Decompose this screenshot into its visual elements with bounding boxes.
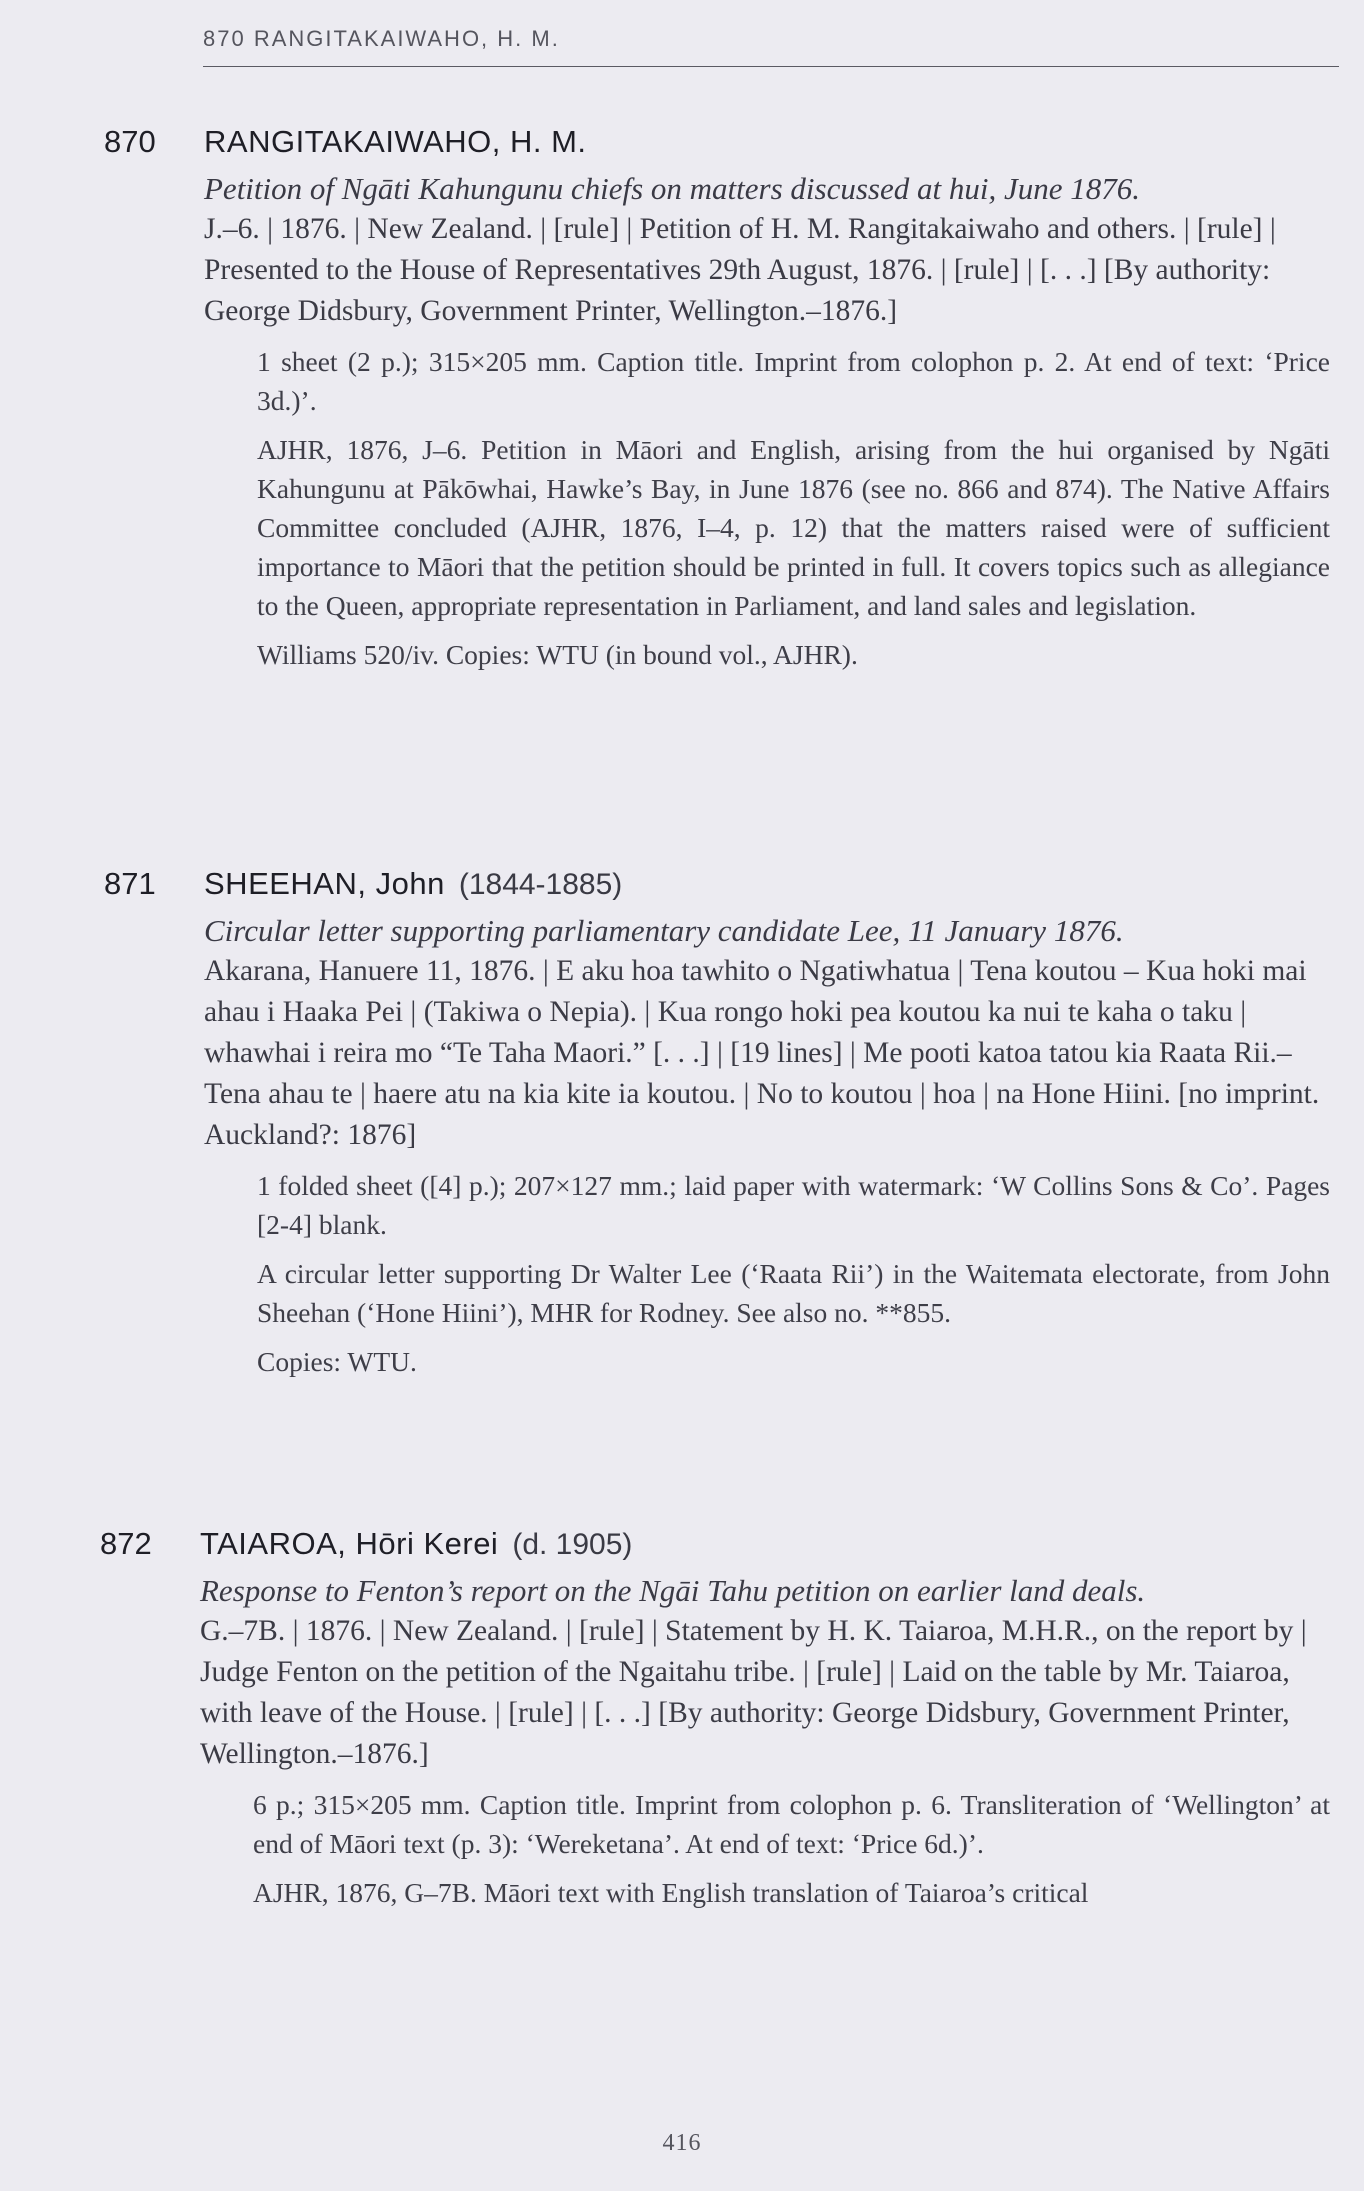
entry-number: 870 <box>104 124 156 159</box>
entry-note: AJHR, 1876, G–7B. Māori text with English translation of Taiaroa’s critical <box>253 1877 1089 1908</box>
entry-author: SHEEHAN, John <box>204 866 445 901</box>
catalogue-entry-872 <box>100 1526 1336 1912</box>
entry-note: A circular letter supporting Dr Walter Lee (‘Raata Rii’) in the Waitemata electorate, from John Sheehan (‘Hone Hiini’), MHR for Rodney. See also no. **855. <box>257 1258 1330 1328</box>
entry-note: AJHR, 1876, J–6. Petition in Māori and English, arising from the hui organised by Ngāti Kahungunu at Pākōwhai, Hawke’s Bay, in June 1876 (see no. 866 and 874). The Native Affairs Committee concluded (AJHR, 1876, I–4, p. 12) that the matters raised were of sufficient importance to Māori that the petition should be printed in full. It covers topics such as allegiance to the Queen, appropriate representation in Parliament, and land sales and legislation. <box>257 434 1330 621</box>
entry-author: RANGITAKAIWAHO, H. M. <box>204 124 587 159</box>
entry-dates: (1844-1885) <box>458 868 623 901</box>
entry-physical-description: 1 folded sheet ([4] p.); 207×127 mm.; laid paper with watermark: ‘W Collins Sons & Co’. Pages [2-4] blank. <box>257 1170 1330 1240</box>
entry-title: Response to Fenton’s report on the Ngāi Tahu petition on earlier land deals. <box>200 1573 1146 1608</box>
entry-title: Petition of Ngāti Kahungunu chiefs on matters discussed at hui, June 1876. <box>204 171 1140 206</box>
page-number: 416 <box>662 2130 702 2156</box>
entry-transcription: G.–7B. | 1876. | New Zealand. | [rule] | Statement by H. K. Taiaroa, M.H.R., on the report by | Judge Fenton on the petition of the Ngaitahu tribe. | [rule] | Laid on the table by Mr. Taiaroa, with leave of the House. | [rule] | [. . .] [By authority: George Didsbury, Government Printer, Wellington.–1876.] <box>200 1615 1307 1770</box>
entry-number: 871 <box>104 866 156 901</box>
entry-number: 872 <box>100 1526 152 1561</box>
catalogue-entry-871 <box>104 866 1336 1381</box>
header-rule <box>203 66 1339 67</box>
entry-physical-description: 1 sheet (2 p.); 315×205 mm. Caption title. Imprint from colophon p. 2. At end of text: ‘Price 3d.)’. <box>257 346 1330 416</box>
entry-copies: Williams 520/iv. Copies: WTU (in bound vol., AJHR). <box>257 639 858 670</box>
running-head: 870 RANGITAKAIWAHO, H. M. <box>203 26 560 51</box>
entry-dates: (d. 1905) <box>512 1528 633 1561</box>
entry-title: Circular letter supporting parliamentary candidate Lee, 11 January 1876. <box>204 913 1124 948</box>
entry-physical-description: 6 p.; 315×205 mm. Caption title. Imprint from colophon p. 6. Transliteration of ‘Wellington’ at end of Māori text (p. 3): ‘Wereketana’. At end of text: ‘Price 6d.)’. <box>253 1789 1330 1859</box>
catalogue-entry-870 <box>104 124 1336 674</box>
entry-author: TAIAROA, Hōri Kerei <box>200 1526 499 1561</box>
entry-transcription: J.–6. | 1876. | New Zealand. | [rule] | Petition of H. M. Rangitakaiwaho and others. | [rule] | Presented to the House of Representatives 29th August, 1876. | [rule] | [. . .] [By authority: George Didsbury, Government Printer, Wellington.–1876.] <box>204 213 1276 327</box>
entry-copies: Copies: WTU. <box>257 1346 417 1377</box>
entry-transcription: Akarana, Hanuere 11, 1876. | E aku hoa tawhito o Ngatiwhatua | Tena koutou – Kua hoki mai ahau i Haaka Pei | (Takiwa o Nepia). | Kua rongo hoki pea koutou ka nui te kaha o taku | whawhai i reira mo “Te Taha Maori.” [. . .] | [19 lines] | Me pooti katoa tatou kia Raata Rii.–Tena ahau te | haere atu na kia kite ia koutou. | No to koutou | hoa | na Hone Hiini. [no imprint. Auckland?: 1876] <box>204 955 1320 1151</box>
